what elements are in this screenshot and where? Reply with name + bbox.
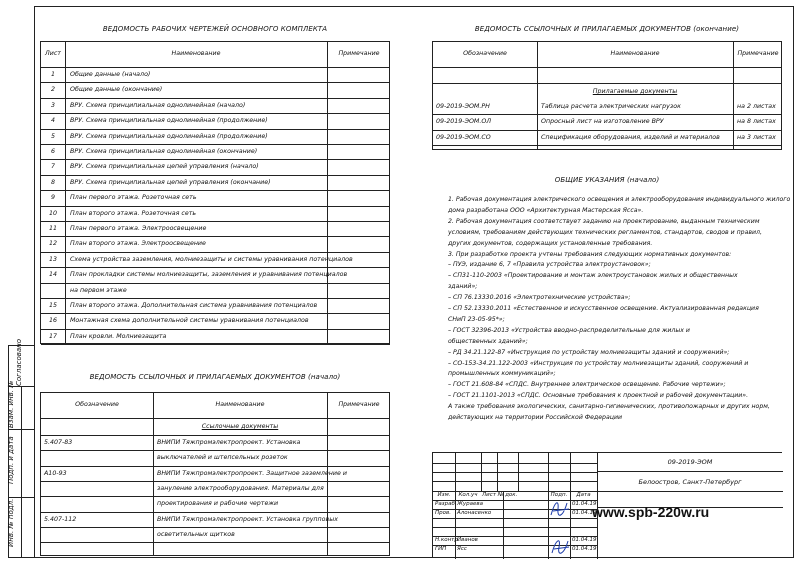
- col-header-designation: Обозначение: [463, 50, 507, 57]
- tb-date-developer: 01.04.19: [572, 501, 597, 507]
- ref-docs-start-table: [40, 392, 390, 556]
- row-divider: [41, 298, 390, 299]
- row-divider: [433, 145, 782, 146]
- row-divider: [41, 236, 390, 237]
- row-divider: [41, 190, 390, 191]
- note-line: 2. Рабочая документация соответствует заданию на проектирование, выданным техническим: [448, 217, 760, 225]
- tb-document-code: 09-2019-ЭОМ: [667, 458, 713, 466]
- row-divider: [41, 159, 390, 160]
- row-divider: [433, 114, 782, 115]
- doc-name: Спецификация оборудования, изделий и материалов: [541, 133, 720, 141]
- row-divider: [433, 130, 782, 131]
- doc-name-line: выключателей и штепсельных розеток: [157, 454, 288, 462]
- side-label-replace-inv: Взам. инв. №: [7, 380, 15, 428]
- note-line: промышленных коммуникаций»;: [448, 370, 556, 378]
- sheet-number: 4: [50, 117, 55, 125]
- doc-name: Таблица расчета электрических нагрузок: [541, 103, 681, 110]
- signature-norm-control: [549, 533, 571, 557]
- sheet-name: План первого этажа. Розеточная сеть: [70, 194, 197, 202]
- tb-role-checker: Пров.: [435, 510, 451, 516]
- note-line: – РД 34.21.122-87 «Инструкция по устройству молниезащиты зданий и сооружений»;: [448, 348, 730, 356]
- sheet-name: План второго этажа. Дополнительная система уравнивания потенциалов: [70, 302, 318, 309]
- signature-developer: [549, 497, 571, 521]
- tb-name-norm-control: Иванов: [457, 537, 478, 543]
- tb-role-developer: Разраб.: [435, 501, 457, 507]
- doc-name-line: осветительных щитков: [157, 530, 235, 538]
- note-line: А также требования экологических, санитарно-гигиенических, противопожарных и других норм,: [448, 403, 770, 411]
- note-line: – ГОСТ 21.608-84 «СПДС. Внутреннее электрическое освещение. Рабочие чертежи»;: [448, 381, 726, 389]
- tb-header-signature: Подп.: [550, 492, 568, 498]
- sheet-name: План кровли. Молниезащита: [70, 332, 167, 340]
- row-divider: [41, 283, 390, 284]
- drawings-list-table: [40, 41, 390, 344]
- col-header-name: Наименование: [610, 50, 660, 57]
- note-line: действующих на территории Российской Федерации: [448, 414, 622, 421]
- doc-code: А10-93: [44, 469, 67, 477]
- doc-note: на 8 листах: [737, 118, 776, 126]
- sheet-name: ВРУ. Схема принципиальная однолинейная (окончание): [70, 148, 258, 155]
- tb-role-norm-control: Н.контр.: [435, 537, 460, 543]
- note-line: – СП 52.13330.2011 «Естественное и искусственное освещение. Актуализированная редакция: [448, 305, 759, 312]
- sheet-name: ВРУ. Схема принципиальная цепей управления (окончание): [70, 178, 271, 186]
- row-divider: [41, 344, 390, 345]
- sheet-name: ВРУ. Схема принципиальная однолинейная (начало): [70, 101, 246, 109]
- sheet-number: 16: [48, 317, 57, 325]
- row-divider: [41, 206, 390, 207]
- tb-header-sheet: Лист: [482, 492, 496, 498]
- tb-header-qty: Кол.уч: [458, 492, 478, 498]
- note-line: – ГОСТ 21.1101-2013 «СПДС. Основные требования к проектной и рабочей документации».: [448, 392, 749, 400]
- row-divider: [41, 481, 390, 482]
- tb-header-doc-no: № док.: [497, 492, 518, 498]
- note-line: – ПУЭ, издание 6, 7 «Правила устройства электроустановок»;: [448, 261, 651, 269]
- row-divider: [41, 450, 390, 451]
- sheet-number: 11: [48, 225, 57, 232]
- note-line: других документов, содержащих установленные требования.: [448, 239, 653, 247]
- doc-code: 09-2019-ЭОМ.СО: [436, 133, 491, 141]
- sheet-number: 10: [48, 209, 57, 217]
- tb-role-chief-engineer: ГИП: [435, 546, 447, 552]
- row-divider: [41, 129, 390, 130]
- row-divider: [41, 252, 390, 253]
- doc-code: 5.407-83: [44, 439, 73, 446]
- note-line: 1. Рабочая документация электрического освещения и электрооборудования индивидуального жилого: [448, 196, 791, 203]
- doc-note: на 3 листах: [737, 133, 776, 141]
- sheet-name: на первом этаже: [70, 286, 127, 294]
- tb-name-developer: Жураева: [457, 501, 484, 507]
- sheet-name: План первого этажа. Электроосвещение: [70, 225, 207, 232]
- col-header-note: Примечание: [338, 50, 380, 57]
- row-divider: [41, 527, 390, 528]
- sheet-name: План второго этажа. Электроосвещение: [70, 240, 206, 248]
- row-divider: [41, 175, 390, 176]
- sheet-number: 13: [48, 255, 57, 263]
- side-label-sign-date: Подп. и дата: [7, 436, 15, 484]
- sheet-number: 1: [50, 71, 55, 78]
- note-line: общественных зданий»;: [448, 337, 528, 345]
- side-label-inv-orig: Инв. № подл.: [7, 498, 15, 547]
- tb-date-chief-engineer: 01.04.19: [572, 546, 597, 552]
- section-referenced-docs: Ссылочные документы: [201, 423, 279, 430]
- ref-docs-end-title: ВЕДОМОСТЬ ССЫЛОЧНЫХ И ПРИЛАГАЕМЫХ ДОКУМЕНТОВ (окончание): [474, 25, 740, 33]
- sheet-name: План второго этажа. Розеточная сеть: [70, 209, 197, 217]
- sheet-name: План прокладки системы молниезащиты, заземления и уравнивания потенциалов: [70, 271, 348, 279]
- sheet-name: ВРУ. Схема принципиальная однолинейная (продолжение): [70, 132, 268, 140]
- note-line: зданий»;: [448, 283, 478, 291]
- row-divider: [41, 435, 390, 436]
- doc-name-line: ВНИПИ Тяжпромэлектропроект. Защитное заземление и: [157, 469, 347, 477]
- col-header-note: Примечание: [338, 401, 380, 408]
- ref-docs-start-title: ВЕДОМОСТЬ ССЫЛОЧНЫХ И ПРИЛАГАЕМЫХ ДОКУМЕНТОВ (начало): [89, 373, 341, 381]
- doc-code: 09-2019-ЭОМ.ОЛ: [436, 118, 492, 126]
- sheet-number: 5: [50, 132, 55, 140]
- side-label-approved: Согласовано: [15, 338, 23, 386]
- row-divider: [41, 512, 390, 513]
- doc-name-line: ВНИПИ Тяжпромэлектропроект. Установка: [157, 439, 301, 446]
- sheet-name: Схема устройства заземления, молниезащиты и системы уравнивания потенциалов: [70, 255, 353, 263]
- sheet-number: 2: [50, 86, 55, 94]
- sheet-number: 7: [50, 163, 55, 171]
- section-attached-docs: Прилагаемые документы: [592, 88, 678, 95]
- note-line: – ГОСТ 32396-2013 «Устройства вводно-распределительные для жилых и: [448, 326, 690, 334]
- row-divider: [41, 313, 390, 314]
- notes-title: ОБЩИЕ УКАЗАНИЯ (начало): [554, 176, 660, 184]
- sheet-number: 15: [48, 302, 57, 309]
- watermark-url: www.spb-220w.ru: [592, 504, 710, 520]
- sheet-name: Общие данные (окончание): [70, 86, 163, 94]
- row-divider: [41, 221, 390, 222]
- row-divider: [41, 144, 390, 145]
- sheet-name: ВРУ. Схема принципиальная цепей управления (начало): [70, 163, 259, 171]
- doc-name-line: зануление электрооборудования. Материалы для: [157, 484, 324, 492]
- sheet-name: Монтажная схема дополнительной системы уравнивания потенциалов: [70, 317, 309, 325]
- row-divider: [41, 267, 390, 268]
- note-line: – СП 76.13330.2016 «Электротехнические устройства»;: [448, 294, 631, 302]
- tb-location: Белоостров, Санкт-Петербург: [638, 478, 742, 486]
- row-divider: [41, 82, 390, 83]
- tb-name-chief-engineer: Ясс: [457, 546, 467, 552]
- drawings-list-title: ВЕДОМОСТЬ РАБОЧИХ ЧЕРТЕЖЕЙ ОСНОВНОГО КОМПЛЕКТА: [102, 25, 328, 33]
- col-header-name: Наименование: [171, 50, 221, 57]
- doc-name-line: ВНИПИ Тяжпромэлектропроект. Установка групповых: [157, 515, 338, 523]
- sheet-number: 8: [50, 178, 55, 186]
- tb-date-checker: 01.04.19: [572, 510, 597, 516]
- col-header-name: Наименование: [215, 401, 265, 408]
- sheet-number: 6: [50, 148, 55, 155]
- sheet-number: 9: [50, 194, 55, 202]
- ref-docs-end-table: [432, 41, 782, 150]
- tb-name-checker: Алонасенко: [457, 510, 492, 516]
- sheet-number: 17: [48, 332, 57, 340]
- doc-code: 5.407-112: [44, 515, 77, 523]
- note-line: дома разработана ООО «Архитектурная Мастерская Ясса».: [448, 206, 644, 214]
- sheet-number: 14: [48, 271, 57, 279]
- note-line: условиям, требованиям действующих технических регламентов, стандартов, сводов и правил,: [448, 228, 762, 236]
- row-divider: [41, 329, 390, 330]
- sheet-name: ВРУ. Схема принципиальная однолинейная (продолжение): [70, 117, 268, 125]
- doc-name-line: проектирования и рабочие чертежи: [157, 500, 279, 508]
- doc-code: 09-2019-ЭОМ.РН: [436, 103, 490, 110]
- col-header-note: Примечание: [737, 50, 779, 57]
- note-line: – СП31-110-2003 «Проектирование и монтаж электроустановок жилых и общественных: [448, 272, 738, 280]
- tb-header-date: Дата: [576, 492, 591, 498]
- doc-note: на 2 листах: [737, 103, 776, 110]
- sheet-number: 3: [50, 101, 55, 109]
- row-divider: [41, 542, 390, 543]
- note-line: СНиП 23-05-95*»;: [448, 315, 505, 323]
- side-stamp: [7, 380, 34, 558]
- row-divider: [41, 98, 390, 99]
- tb-header-change: Изм.: [437, 492, 451, 498]
- doc-name: Опросный лист на изготовление ВРУ: [541, 118, 664, 126]
- row-divider: [41, 466, 390, 467]
- row-divider: [41, 496, 390, 497]
- col-header-sheet: Лист: [45, 50, 61, 57]
- row-divider: [41, 113, 390, 114]
- note-line: 3. При разработке проекта учтены требования следующих нормативных документов:: [448, 250, 732, 258]
- col-header-designation: Обозначение: [75, 401, 119, 408]
- sheet-name: Общие данные (начало): [70, 71, 151, 78]
- note-line: – СО-153-34.21.122-2003 «Инструкция по устройству молниезащиты зданий, сооружений и: [448, 359, 749, 367]
- sheet-number: 12: [48, 240, 57, 248]
- tb-date-norm-control: 01.04.19: [572, 537, 597, 543]
